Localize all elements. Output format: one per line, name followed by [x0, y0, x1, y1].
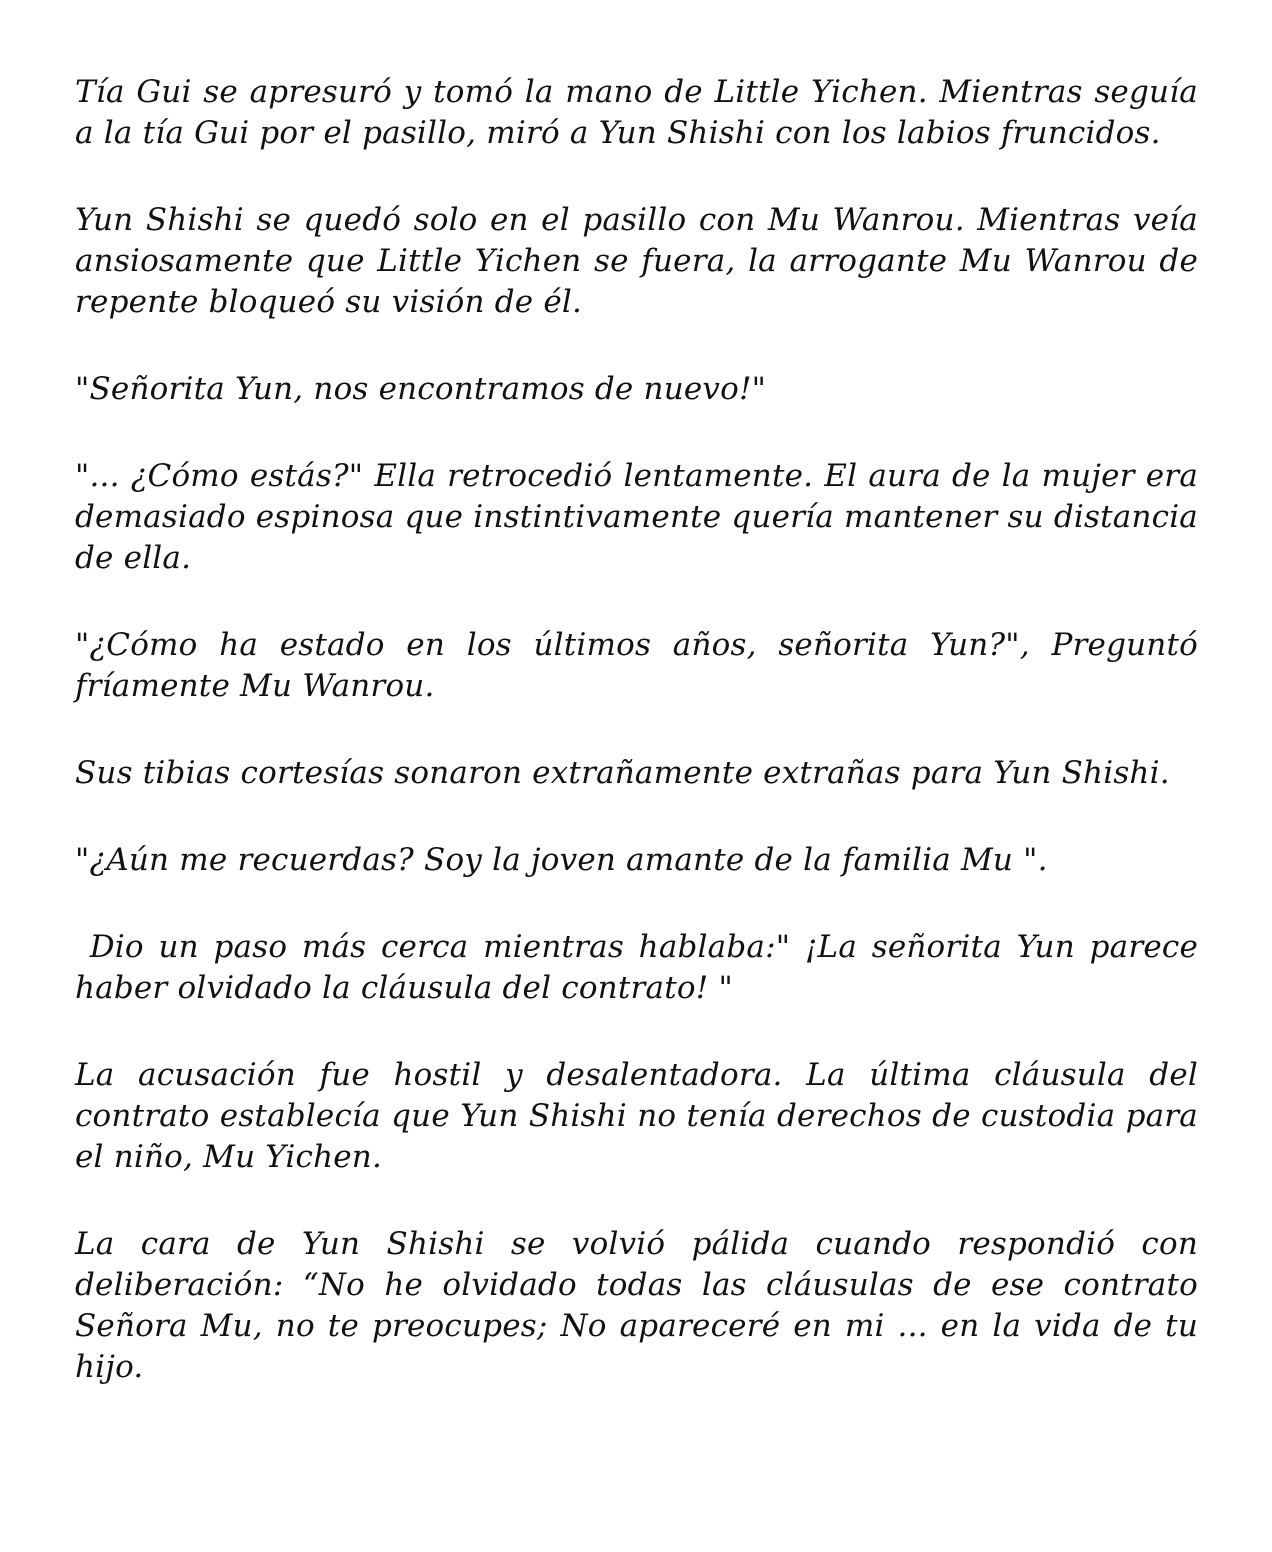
document-page [75, 72, 1209, 1434]
paragraph-5: "¿Cómo ha estado en los últimos años, señorita Yun?", Preguntó fríamente Mu Wanrou. [75, 627, 1198, 704]
paragraph-7: "¿Aún me recuerdas? Soy la joven amante de la familia Mu ". [75, 842, 1048, 878]
paragraph-9: La acusación fue hostil y desalentadora. La última cláusula del contrato establecía que Yun Shishi no tenía derechos de custodia para el niño, Mu Yichen. [75, 1057, 1198, 1175]
paragraph-10: La cara de Yun Shishi se volvió pálida cuando respondió con deliberación: “No he olvidado todas las cláusulas de ese contrato Señora Mu, no te preocupes; No apareceré en mi ... en la vida de tu hijo. [75, 1226, 1198, 1385]
paragraph-8: Dio un paso más cerca mientras hablaba:" ¡La señorita Yun parece haber olvidado la cláusula del contrato! " [75, 929, 1209, 1006]
paragraph-2: Yun Shishi se quedó solo en el pasillo con Mu Wanrou. Mientras veía ansiosamente que Little Yichen se fuera, la arrogante Mu Wanrou de repente bloqueó su visión de él. [75, 202, 1198, 320]
paragraph-1: Tía Gui se apresuró y tomó la mano de Little Yichen. Mientras seguía a la tía Gui por el pasillo, miró a Yun Shishi con los labios fruncidos. [75, 74, 1198, 151]
paragraph-3: "Señorita Yun, nos encontramos de nuevo!" [75, 371, 767, 407]
paragraph-4: "... ¿Cómo estás?" Ella retrocedió lentamente. El aura de la mujer era demasiado espinosa que instintivamente quería mantener su distancia de ella. [75, 458, 1198, 576]
paragraph-6: Sus tibias cortesías sonaron extrañamente extrañas para Yun Shishi. [75, 755, 1170, 791]
